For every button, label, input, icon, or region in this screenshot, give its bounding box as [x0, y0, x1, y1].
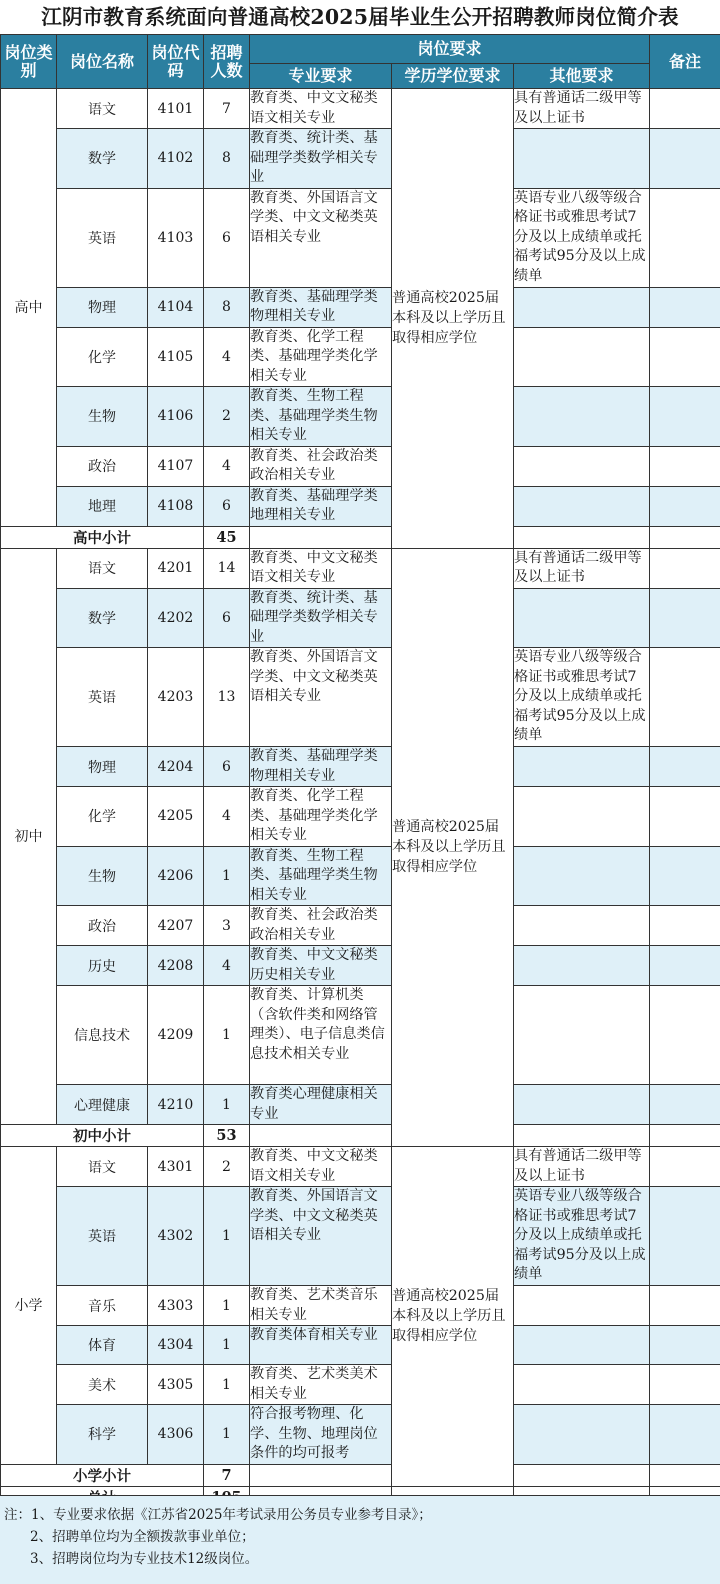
position-code: 4101 — [148, 89, 204, 129]
position-code: 4304 — [148, 1326, 204, 1365]
major-requirement: 教育类、基础理学类物理相关专业 — [250, 287, 392, 327]
table-row — [1, 548, 720, 588]
position-code: 4107 — [148, 446, 204, 486]
position-count: 14 — [204, 548, 250, 588]
position-count: 6 — [204, 747, 250, 787]
major-requirement: 教育类、化学工程类、基础理学类化学相关专业 — [250, 327, 392, 387]
table-row — [1, 946, 720, 986]
note-2: 2、招聘单位均为全额拨款事业单位； — [30, 1529, 255, 1545]
subtotal-blank-major — [250, 526, 392, 548]
table-row — [1, 787, 720, 847]
remark-cell — [650, 327, 720, 387]
subtotal-label: 高中小计 — [1, 526, 204, 548]
table-row — [1, 89, 720, 129]
position-count: 1 — [204, 1365, 250, 1405]
major-requirement: 符合报考物理、化学、生物、地理岗位条件的均可报考 — [250, 1405, 392, 1465]
major-requirement: 教育类、生物工程类、基础理学类生物相关专业 — [250, 387, 392, 447]
position-name: 美术 — [57, 1365, 148, 1405]
table-row — [1, 588, 720, 648]
header-category: 岗位类别 — [1, 35, 57, 89]
table-row — [1, 387, 720, 447]
table-row — [1, 1147, 720, 1187]
remark-cell — [650, 89, 720, 129]
remark-cell — [650, 787, 720, 847]
position-count: 1 — [204, 1286, 250, 1326]
remark-cell — [650, 387, 720, 447]
header-name: 岗位名称 — [57, 35, 148, 89]
position-count: 6 — [204, 188, 250, 287]
table-row — [1, 486, 720, 526]
other-requirement — [514, 946, 650, 986]
position-count: 4 — [204, 946, 250, 986]
position-count: 1 — [204, 1085, 250, 1125]
position-name: 语文 — [57, 548, 148, 588]
major-requirement: 教育类、社会政治类政治相关专业 — [250, 446, 392, 486]
position-name: 数学 — [57, 129, 148, 189]
position-count: 4 — [204, 787, 250, 847]
position-count: 8 — [204, 129, 250, 189]
table-row — [1, 986, 720, 1085]
header-count: 招聘人数 — [204, 35, 250, 89]
position-name: 语文 — [57, 89, 148, 129]
position-name: 信息技术 — [57, 986, 148, 1085]
remark-cell — [650, 1365, 720, 1405]
other-requirement — [514, 1365, 650, 1405]
other-requirement — [514, 129, 650, 189]
other-requirement: 英语专业八级等级合格证书或雅思考试7分及以上成绩单或托福考试95分及以上成绩单 — [514, 648, 650, 747]
remark-cell — [650, 1326, 720, 1365]
subtotal-row — [1, 526, 720, 548]
position-code: 4305 — [148, 1365, 204, 1405]
remark-cell — [650, 588, 720, 648]
remark-cell — [650, 648, 720, 747]
major-requirement: 教育类、社会政治类政治相关专业 — [250, 906, 392, 946]
subtotal-blank-other — [514, 526, 650, 548]
position-code: 4207 — [148, 906, 204, 946]
position-code: 4208 — [148, 946, 204, 986]
table-row — [1, 327, 720, 387]
table-row — [1, 846, 720, 906]
table-row — [1, 648, 720, 747]
positions-table — [0, 34, 720, 1509]
header-code: 岗位代码 — [148, 35, 204, 89]
position-count: 3 — [204, 906, 250, 946]
other-requirement — [514, 1085, 650, 1125]
position-code: 4206 — [148, 846, 204, 906]
table-row — [1, 1326, 720, 1365]
position-name: 化学 — [57, 787, 148, 847]
subtotal-blank-major — [250, 1125, 392, 1147]
major-requirement: 教育类、生物工程类、基础理学类生物相关专业 — [250, 846, 392, 906]
other-requirement — [514, 287, 650, 327]
major-requirement: 教育类、外国语言文学类、中文文秘类英语相关专业 — [250, 188, 392, 287]
major-requirement: 教育类、中文文秘类语文相关专业 — [250, 89, 392, 129]
subtotal-blank-remark — [650, 1125, 720, 1147]
other-requirement: 具有普通话二级甲等及以上证书 — [514, 548, 650, 588]
page-title: 江阴市教育系统面向普通高校2025届毕业生公开招聘教师岗位简介表 — [41, 5, 679, 29]
position-count: 7 — [204, 89, 250, 129]
remark-cell — [650, 946, 720, 986]
remark-cell — [650, 446, 720, 486]
position-name: 政治 — [57, 446, 148, 486]
position-name: 体育 — [57, 1326, 148, 1365]
other-requirement: 英语专业八级等级合格证书或雅思考试7分及以上成绩单或托福考试95分及以上成绩单 — [514, 188, 650, 287]
other-requirement — [514, 906, 650, 946]
position-code: 4202 — [148, 588, 204, 648]
table-row — [1, 1365, 720, 1405]
notes — [0, 1495, 720, 1584]
header-major: 专业要求 — [250, 64, 392, 89]
position-count: 1 — [204, 846, 250, 906]
position-code: 4209 — [148, 986, 204, 1085]
position-code: 4210 — [148, 1085, 204, 1125]
subtotal-blank-remark — [650, 526, 720, 548]
position-name: 英语 — [57, 188, 148, 287]
position-count: 8 — [204, 287, 250, 327]
position-count: 4 — [204, 327, 250, 387]
degree-requirement: 普通高校2025届本科及以上学历且取得相应学位 — [392, 1147, 514, 1487]
major-requirement: 教育类体育相关专业 — [250, 1326, 392, 1365]
major-requirement: 教育类、外国语言文学类、中文文秘类英语相关专业 — [250, 1187, 392, 1286]
remark-cell — [650, 986, 720, 1085]
other-requirement — [514, 1405, 650, 1465]
other-requirement — [514, 588, 650, 648]
subtotal-blank-other — [514, 1464, 650, 1486]
subtotal-blank-other — [514, 1125, 650, 1147]
major-requirement: 教育类、艺术类音乐相关专业 — [250, 1286, 392, 1326]
remark-cell — [650, 129, 720, 189]
position-name: 物理 — [57, 287, 148, 327]
position-count: 1 — [204, 1326, 250, 1365]
other-requirement — [514, 986, 650, 1085]
table-row — [1, 1286, 720, 1326]
other-requirement — [514, 1286, 650, 1326]
table-row — [1, 1085, 720, 1125]
category-cell: 小学 — [1, 1147, 57, 1465]
position-count: 1 — [204, 986, 250, 1085]
table-row — [1, 129, 720, 189]
header-degree: 学历学位要求 — [392, 64, 514, 89]
remark-cell — [650, 1147, 720, 1187]
header-other: 其他要求 — [514, 64, 650, 89]
remark-cell — [650, 1286, 720, 1326]
position-code: 4108 — [148, 486, 204, 526]
position-code: 4104 — [148, 287, 204, 327]
position-name: 英语 — [57, 648, 148, 747]
table-row — [1, 1405, 720, 1465]
position-name: 物理 — [57, 747, 148, 787]
subtotal-value: 53 — [204, 1125, 250, 1147]
major-requirement: 教育类、化学工程类、基础理学类化学相关专业 — [250, 787, 392, 847]
position-code: 4303 — [148, 1286, 204, 1326]
subtotal-label: 初中小计 — [1, 1125, 204, 1147]
position-code: 4201 — [148, 548, 204, 588]
other-requirement — [514, 387, 650, 447]
other-requirement — [514, 486, 650, 526]
position-count: 2 — [204, 387, 250, 447]
position-count: 4 — [204, 446, 250, 486]
header-remark: 备注 — [650, 35, 720, 89]
position-name: 生物 — [57, 387, 148, 447]
major-requirement: 教育类、计算机类（含软件类和网络管理类）、电子信息类信息技术相关专业 — [250, 986, 392, 1085]
remark-cell — [650, 1187, 720, 1286]
other-requirement — [514, 846, 650, 906]
other-requirement: 具有普通话二级甲等及以上证书 — [514, 1147, 650, 1187]
major-requirement: 教育类、中文文秘类语文相关专业 — [250, 548, 392, 588]
remark-cell — [650, 548, 720, 588]
subtotal-label: 小学小计 — [1, 1464, 204, 1486]
subtotal-value: 45 — [204, 526, 250, 548]
other-requirement — [514, 787, 650, 847]
position-code: 4302 — [148, 1187, 204, 1286]
position-name: 音乐 — [57, 1286, 148, 1326]
major-requirement: 教育类、艺术类美术相关专业 — [250, 1365, 392, 1405]
header-requirements: 岗位要求 — [250, 35, 650, 64]
position-count: 1 — [204, 1187, 250, 1286]
position-code: 4105 — [148, 327, 204, 387]
position-code: 4103 — [148, 188, 204, 287]
position-name: 数学 — [57, 588, 148, 648]
other-requirement — [514, 1326, 650, 1365]
position-name: 化学 — [57, 327, 148, 387]
position-count: 6 — [204, 486, 250, 526]
remark-cell — [650, 1085, 720, 1125]
other-requirement: 英语专业八级等级合格证书或雅思考试7分及以上成绩单或托福考试95分及以上成绩单 — [514, 1187, 650, 1286]
remark-cell — [650, 747, 720, 787]
remark-cell — [650, 906, 720, 946]
position-name: 心理健康 — [57, 1085, 148, 1125]
remark-cell — [650, 287, 720, 327]
subtotal-blank-major — [250, 1464, 392, 1486]
position-name: 地理 — [57, 486, 148, 526]
major-requirement: 教育类、统计类、基础理学类数学相关专业 — [250, 588, 392, 648]
position-count: 13 — [204, 648, 250, 747]
position-code: 4205 — [148, 787, 204, 847]
degree-requirement: 普通高校2025届本科及以上学历且取得相应学位 — [392, 548, 514, 1147]
major-requirement: 教育类、外国语言文学类、中文文秘类英语相关专业 — [250, 648, 392, 747]
other-requirement — [514, 446, 650, 486]
major-requirement: 教育类心理健康相关专业 — [250, 1085, 392, 1125]
table-row — [1, 188, 720, 287]
position-code: 4301 — [148, 1147, 204, 1187]
major-requirement: 教育类、中文文秘类语文相关专业 — [250, 1147, 392, 1187]
major-requirement: 教育类、基础理学类物理相关专业 — [250, 747, 392, 787]
position-code: 4203 — [148, 648, 204, 747]
degree-requirement: 普通高校2025届本科及以上学历且取得相应学位 — [392, 89, 514, 549]
subtotal-value: 7 — [204, 1464, 250, 1486]
note-3: 3、招聘岗位均为专业技术12级岗位。 — [30, 1551, 259, 1567]
remark-cell — [650, 188, 720, 287]
remark-cell — [650, 1405, 720, 1465]
position-code: 4106 — [148, 387, 204, 447]
table-row — [1, 1187, 720, 1286]
position-count: 1 — [204, 1405, 250, 1465]
major-requirement: 教育类、基础理学类地理相关专业 — [250, 486, 392, 526]
position-count: 2 — [204, 1147, 250, 1187]
category-cell: 高中 — [1, 89, 57, 527]
other-requirement — [514, 747, 650, 787]
note-1: 注：1、专业要求依据《江苏省2025年考试录用公务员专业参考目录》； — [4, 1507, 432, 1523]
subtotal-blank-remark — [650, 1464, 720, 1486]
table-row — [1, 446, 720, 486]
table-row — [1, 287, 720, 327]
other-requirement — [514, 327, 650, 387]
position-code: 4102 — [148, 129, 204, 189]
remark-cell — [650, 846, 720, 906]
subtotal-row — [1, 1125, 720, 1147]
position-name: 政治 — [57, 906, 148, 946]
category-cell: 初中 — [1, 548, 57, 1125]
position-name: 科学 — [57, 1405, 148, 1465]
other-requirement: 具有普通话二级甲等及以上证书 — [514, 89, 650, 129]
position-name: 语文 — [57, 1147, 148, 1187]
major-requirement: 教育类、中文文秘类历史相关专业 — [250, 946, 392, 986]
major-requirement: 教育类、统计类、基础理学类数学相关专业 — [250, 129, 392, 189]
table-row — [1, 747, 720, 787]
position-count: 6 — [204, 588, 250, 648]
position-name: 生物 — [57, 846, 148, 906]
subtotal-row — [1, 1464, 720, 1486]
position-name: 历史 — [57, 946, 148, 986]
position-code: 4306 — [148, 1405, 204, 1465]
table-row — [1, 906, 720, 946]
position-name: 英语 — [57, 1187, 148, 1286]
remark-cell — [650, 486, 720, 526]
position-code: 4204 — [148, 747, 204, 787]
